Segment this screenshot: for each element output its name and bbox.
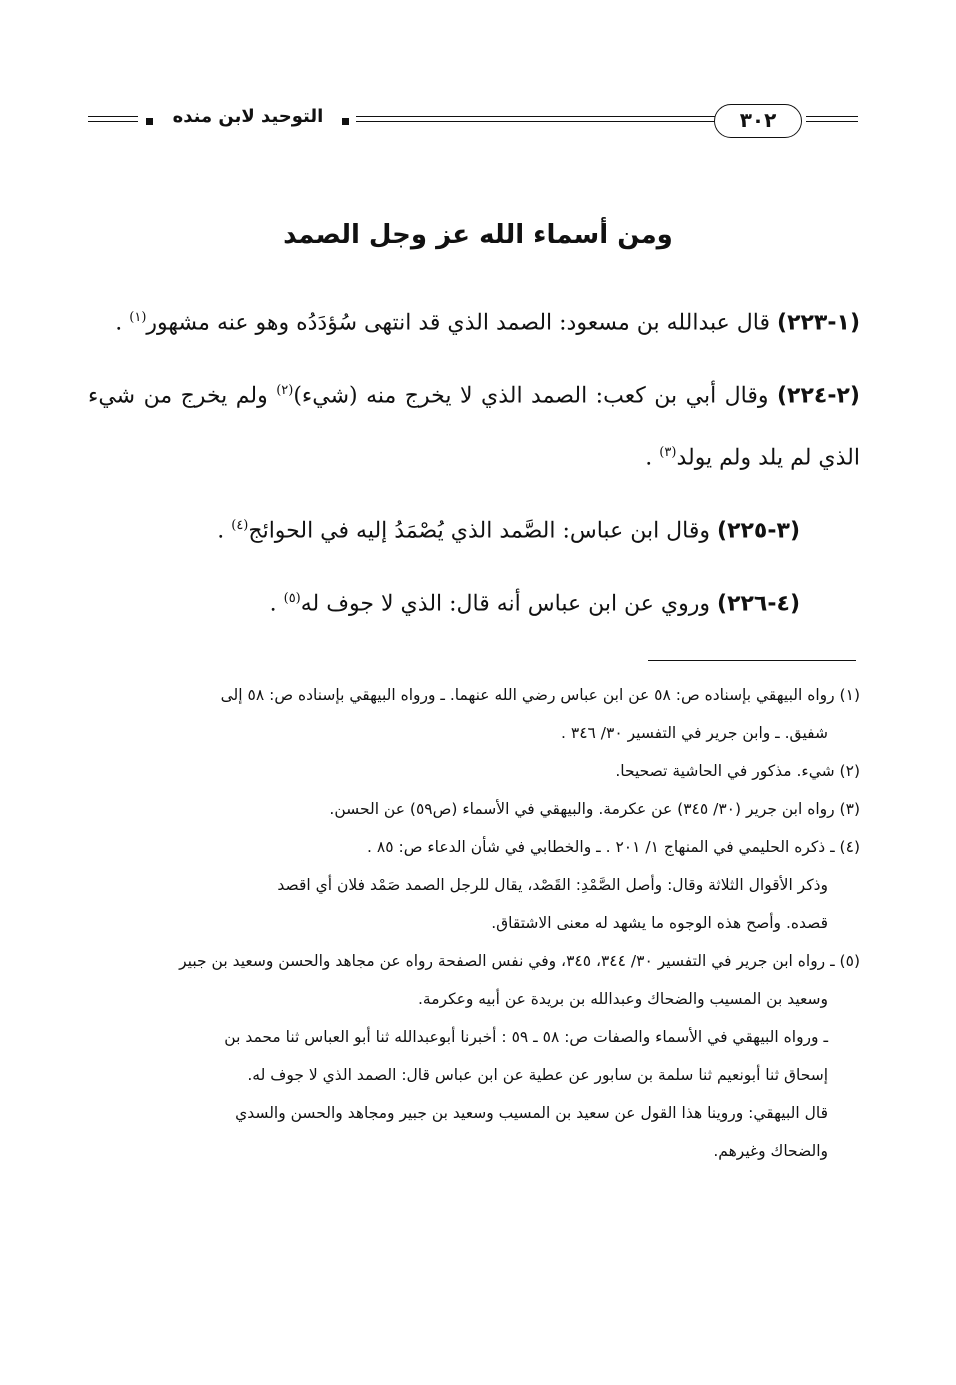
footnote-continuation: قال البيهقي: وروينا هذا القول عن سعيد بن المسيب وسعيد بن جبير ومجاهد والحسن والسدي bbox=[235, 1104, 828, 1122]
footnote-continuation: شفيق. ـ وابن جرير في التفسير ٣٠/ ٣٤٦ . bbox=[561, 724, 828, 742]
page-number: ٣٠٢ bbox=[714, 104, 802, 138]
footnote-continuation: قصده. وأصح هذه الوجوه ما يشهد له معنى الاشتقاق. bbox=[491, 914, 828, 932]
entry-number: (١-٢٢٣) bbox=[777, 310, 860, 336]
header-rule-left bbox=[88, 116, 138, 130]
entry-tail: . bbox=[115, 310, 130, 336]
entry-text: ولم يخرج من شيء الذي لم يلد ولم يولد bbox=[88, 383, 860, 470]
entry-paragraph bbox=[88, 363, 860, 486]
entry-text: قال عبدالله بن مسعود: الصمد الذي قد انتهى سُؤدَدُه وهو عنه مشهور bbox=[146, 310, 777, 336]
entry-tail: . bbox=[645, 444, 660, 470]
footnote: (٤) ـ ذكره الحليمي في المنهاج ١/ ٢٠١ . ـ والخطابي في شأن الدعاء ص: ٨٥ . bbox=[367, 838, 860, 856]
footnote: (٣) رواه ابن جرير (٣٠/ ٣٤٥) عن عكرمة. والبيهقي في الأسماء (ص٥٩) عن الحسن. bbox=[329, 800, 860, 818]
entry-text: وقال ابن عباس: الصَّمد الذي يُصْمَدُ إليه في الحوائج bbox=[248, 518, 717, 544]
header-rule-right bbox=[806, 116, 858, 130]
footnote-continuation: إسحاق ثنا أبونعيم ثنا سلمة بن سابور عن عطية عن ابن عباس قال: الصمد الذي لا جوف له. bbox=[247, 1066, 828, 1084]
entry-text: وقال أبي بن كعب: الصمد الذي لا يخرج منه (شيء) bbox=[293, 383, 777, 409]
footnote-continuation: وذكر الأقوال الثلاثة وقال: وأصل الصَّمْدِ: القَصْد، يقال للرجل الصمد صَمْد فلان أي اقصد bbox=[277, 876, 828, 894]
entry-paragraph bbox=[88, 571, 860, 632]
footnote: (١) رواه البيهقي بإسناده ص: ٥٨ عن ابن عباس رضي الله عنهما. ـ ورواه البيهقي بإسناده ص: ٥٨ إلى bbox=[220, 686, 860, 704]
main-text bbox=[88, 290, 860, 645]
entry-paragraph bbox=[88, 498, 860, 559]
running-title: التوحيد لابن منده bbox=[172, 106, 324, 127]
footnote: (٥) ـ رواه ابن جرير في التفسير ٣٠/ ٣٤٤، ٣٤٥، وفي نفس الصفحة رواه عن مجاهد والحسن وسعيد بن جبير bbox=[179, 952, 860, 970]
footnote-ref: (٤) bbox=[231, 517, 249, 533]
square-ornament-icon bbox=[342, 118, 349, 125]
footnote-divider bbox=[648, 660, 856, 661]
footnote-continuation: ـ ورواه البيهقي في الأسماء والصفات ص: ٥٨ ـ ٥٩ : أخبرنا أبوعبدالله ثنا أبو العباس ثنا محمد بن bbox=[224, 1028, 828, 1046]
entry-number: (٤-٢٢٦) bbox=[717, 591, 800, 617]
entry-number: (٢-٢٢٤) bbox=[776, 383, 860, 409]
footnotes bbox=[88, 676, 860, 1170]
page-header bbox=[88, 104, 858, 144]
entry-text: وروي عن ابن عباس أنه قال: الذي لا جوف له bbox=[300, 591, 717, 617]
footnote-continuation: والضحاك وغيرهم. bbox=[713, 1142, 828, 1160]
footnote: (٢) شيء. مذكور في الحاشية تصحيحا. bbox=[615, 762, 860, 780]
entry-number: (٣-٢٢٥) bbox=[717, 518, 800, 544]
footnote-continuation: وسعيد بن المسيب والضحاك وعبدالله بن بريدة عن أبيه وعكرمة. bbox=[417, 990, 828, 1008]
footnote-ref: (٣) bbox=[659, 444, 677, 460]
entry-paragraph bbox=[88, 290, 860, 351]
entry-tail: . bbox=[269, 591, 284, 617]
footnote-ref: (١) bbox=[129, 310, 147, 325]
footnote-ref: (٥) bbox=[283, 591, 301, 607]
section-title: ومن أسماء الله عز وجل الصمد bbox=[283, 220, 673, 250]
entry-tail: . bbox=[217, 518, 232, 544]
square-ornament-icon bbox=[146, 118, 153, 125]
footnote-ref: (٢) bbox=[276, 383, 294, 399]
